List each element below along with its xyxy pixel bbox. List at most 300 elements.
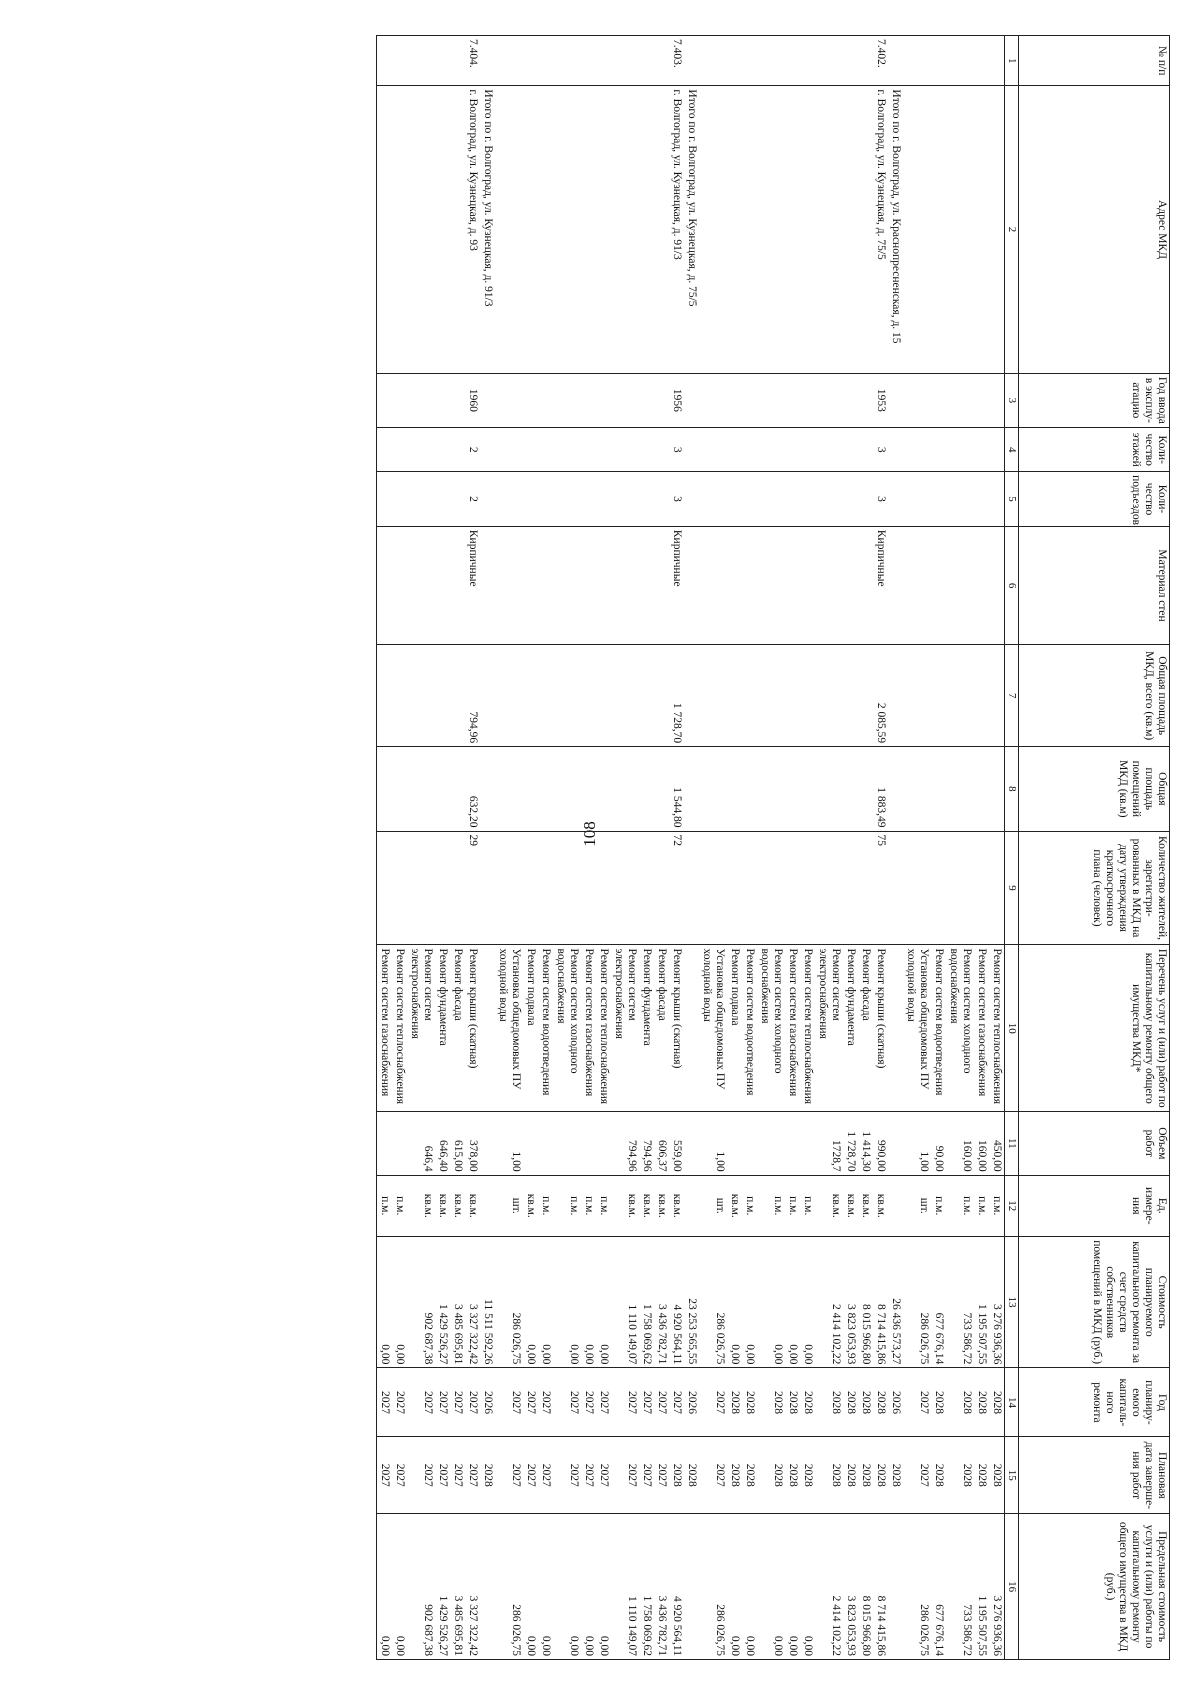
table-cell xyxy=(974,36,989,86)
table-cell: 0,00 xyxy=(757,1236,785,1367)
table-cell xyxy=(727,472,742,527)
table-cell xyxy=(407,86,435,373)
table-row xyxy=(727,36,742,1660)
table-cell: п.м. xyxy=(989,1175,1005,1236)
table-cell: 2027 xyxy=(903,1368,931,1437)
table-cell xyxy=(654,86,669,373)
table-cell xyxy=(553,645,581,747)
table-cell: 72 xyxy=(669,831,684,945)
table-cell xyxy=(596,373,611,428)
table-cell: п.м. xyxy=(377,1175,393,1236)
table-cell xyxy=(974,747,989,831)
table-cell: 0,00 xyxy=(553,1514,581,1660)
table-cell xyxy=(858,831,873,945)
table-cell: 2027 xyxy=(407,1437,435,1514)
table-cell xyxy=(699,831,727,945)
table-cell xyxy=(843,373,858,428)
table-cell xyxy=(495,86,523,373)
table-cell xyxy=(903,831,931,945)
table-cell xyxy=(581,526,596,644)
table-cell: г. Волгоград, ул. Кузнецкая, д. 91/3 xyxy=(669,86,684,373)
table-cell xyxy=(843,86,858,373)
table-cell xyxy=(538,472,553,527)
table-cell xyxy=(931,36,946,86)
header-cell: Объем работ xyxy=(1019,1112,1170,1176)
table-cell xyxy=(858,526,873,644)
table-cell: 3 327 322,42 xyxy=(465,1514,480,1660)
table-cell xyxy=(611,645,639,747)
table-row xyxy=(873,36,888,1660)
column-number-cell: 2 xyxy=(1005,86,1019,373)
table-cell: 3 485 695,81 xyxy=(450,1236,465,1367)
table-cell xyxy=(684,645,699,747)
table-cell xyxy=(523,831,538,945)
table-cell xyxy=(757,747,785,831)
table-cell: 2027 xyxy=(611,1368,639,1437)
table-cell xyxy=(989,373,1005,428)
table-row xyxy=(858,36,873,1660)
table-cell xyxy=(858,472,873,527)
table-cell xyxy=(974,86,989,373)
table-cell: шт. xyxy=(699,1175,727,1236)
table-cell xyxy=(742,526,757,644)
table-cell: 378,00 xyxy=(465,1112,480,1176)
table-cell xyxy=(596,86,611,373)
table-cell xyxy=(435,86,450,373)
table-cell xyxy=(946,831,974,945)
table-cell xyxy=(843,36,858,86)
table-cell: 646,40 xyxy=(435,1112,450,1176)
table-row xyxy=(699,36,727,1660)
table-cell: п.м. xyxy=(538,1175,553,1236)
table-cell: п.м. xyxy=(581,1175,596,1236)
table-cell xyxy=(553,86,581,373)
table-container xyxy=(50,35,1170,1660)
table-cell xyxy=(495,526,523,644)
table-cell xyxy=(888,373,903,428)
table-cell xyxy=(843,472,858,527)
table-cell xyxy=(815,472,843,527)
table-cell: Ремонт фундамента xyxy=(639,945,654,1112)
header-cell: Ед. измере- ния xyxy=(1019,1175,1170,1236)
table-cell: 3 327 322,42 xyxy=(465,1236,480,1367)
table-cell xyxy=(888,645,903,747)
table-cell: 2027 xyxy=(611,1437,639,1514)
table-cell: 902 687,38 xyxy=(407,1514,435,1660)
table-cell: Ремонт фундамента xyxy=(435,945,450,1112)
header-cell: Перечень услуг и (или) работ по капитальному ремонту общего имущества МКД* xyxy=(1019,945,1170,1112)
table-cell: 0,00 xyxy=(377,1236,393,1367)
table-cell: Ремонт систем газоснабжения xyxy=(785,945,800,1112)
table-cell xyxy=(596,526,611,644)
table-cell: 2027 xyxy=(538,1368,553,1437)
table-cell xyxy=(989,428,1005,472)
table-cell: 2027 xyxy=(596,1437,611,1514)
table-cell: 0,00 xyxy=(727,1514,742,1660)
table-cell xyxy=(450,36,465,86)
table-cell xyxy=(581,472,596,527)
table-cell: Ремонт систем газоснабжения xyxy=(974,945,989,1112)
table-cell xyxy=(407,831,435,945)
table-cell: 3 823 053,93 xyxy=(843,1514,858,1660)
table-cell: 3 xyxy=(873,428,888,472)
table-cell: Ремонт систем холодного водоснабжения xyxy=(757,945,785,1112)
table-cell xyxy=(946,526,974,644)
table-cell: 1 429 526,27 xyxy=(435,1514,450,1660)
table-row xyxy=(523,36,538,1660)
table-cell xyxy=(785,373,800,428)
table-row xyxy=(946,36,974,1660)
table-cell: кв.м. xyxy=(858,1175,873,1236)
table-cell: 559,00 xyxy=(669,1112,684,1176)
table-cell xyxy=(523,526,538,644)
table-cell: 286 026,75 xyxy=(903,1236,931,1367)
table-cell: 1953 xyxy=(873,373,888,428)
table-cell: 2027 xyxy=(669,1368,684,1437)
table-cell: 0,00 xyxy=(523,1236,538,1367)
table-cell xyxy=(611,373,639,428)
table-cell: 2028 xyxy=(946,1437,974,1514)
table-cell xyxy=(654,428,669,472)
table-cell xyxy=(392,36,407,86)
table-cell: 2027 xyxy=(639,1368,654,1437)
table-cell xyxy=(903,526,931,644)
table-cell: 90,00 xyxy=(931,1112,946,1176)
table-cell: 2027 xyxy=(523,1437,538,1514)
table-cell xyxy=(654,472,669,527)
table-cell xyxy=(435,747,450,831)
table-cell: Ремонт систем электроснабжения xyxy=(611,945,639,1112)
table-cell: г. Волгоград, ул. Кузнецкая, д. 75/5 xyxy=(873,86,888,373)
table-cell xyxy=(815,526,843,644)
table-cell xyxy=(742,428,757,472)
table-row xyxy=(654,36,669,1660)
table-cell xyxy=(727,373,742,428)
table-cell xyxy=(800,86,815,373)
table-cell xyxy=(785,428,800,472)
table-cell xyxy=(699,747,727,831)
table-cell xyxy=(903,428,931,472)
table-row xyxy=(989,36,1005,1660)
table-cell xyxy=(785,1112,800,1176)
table-cell xyxy=(931,373,946,428)
table-cell xyxy=(727,747,742,831)
column-number-cell: 12 xyxy=(1005,1175,1019,1236)
table-cell xyxy=(596,36,611,86)
table-cell xyxy=(903,373,931,428)
table-cell xyxy=(553,526,581,644)
table-row xyxy=(450,36,465,1660)
table-cell xyxy=(931,645,946,747)
column-number-cell: 16 xyxy=(1005,1514,1019,1660)
table-cell: 677 676,14 xyxy=(931,1236,946,1367)
table-row xyxy=(785,36,800,1660)
table-cell xyxy=(742,36,757,86)
table-row xyxy=(611,36,639,1660)
table-cell: 11 511 592,26 xyxy=(480,1236,495,1367)
table-cell xyxy=(800,526,815,644)
table-cell: 2027 xyxy=(392,1368,407,1437)
table-cell xyxy=(815,831,843,945)
table-cell: 1 728,70 xyxy=(843,1112,858,1176)
table-cell xyxy=(727,645,742,747)
table-cell: кв.м. xyxy=(815,1175,843,1236)
column-number-cell: 10 xyxy=(1005,945,1019,1112)
table-cell xyxy=(757,645,785,747)
table-cell: 2028 xyxy=(989,1437,1005,1514)
table-cell: кв.м. xyxy=(654,1175,669,1236)
table-cell: 606,37 xyxy=(654,1112,669,1176)
table-cell: 160,00 xyxy=(946,1112,974,1176)
table-cell xyxy=(800,645,815,747)
table-cell: Ремонт крыши (скатная) xyxy=(873,945,888,1112)
table-cell: 2028 xyxy=(727,1368,742,1437)
repair-plan-table xyxy=(376,35,1170,1660)
column-number-cell: 8 xyxy=(1005,747,1019,831)
table-cell: 29 xyxy=(465,831,480,945)
table-cell: 0,00 xyxy=(392,1514,407,1660)
header-cell: № п/п xyxy=(1019,36,1170,86)
column-number-cell: 3 xyxy=(1005,373,1019,428)
table-cell xyxy=(888,1514,903,1660)
table-cell: п.м. xyxy=(596,1175,611,1236)
table-cell: 1,00 xyxy=(903,1112,931,1176)
table-cell: 2028 xyxy=(815,1437,843,1514)
table-cell xyxy=(727,831,742,945)
table-cell xyxy=(495,428,523,472)
table-cell xyxy=(407,373,435,428)
table-cell xyxy=(495,645,523,747)
table-cell: 2027 xyxy=(654,1437,669,1514)
table-cell: Ремонт систем водоотведения xyxy=(931,945,946,1112)
table-cell xyxy=(392,373,407,428)
column-number-cell: 7 xyxy=(1005,645,1019,747)
table-cell: 2027 xyxy=(581,1437,596,1514)
table-cell xyxy=(742,373,757,428)
table-cell: Установка общедомовых ПУ холодной воды xyxy=(699,945,727,1112)
table-cell: 160,00 xyxy=(974,1112,989,1176)
table-cell xyxy=(435,831,450,945)
table-cell: Итого по г. Волгоград, ул. Краснопресненская, д. 15 xyxy=(888,86,903,373)
table-cell xyxy=(858,36,873,86)
table-cell xyxy=(757,472,785,527)
table-cell: 2028 xyxy=(974,1437,989,1514)
table-cell: 990,00 xyxy=(873,1112,888,1176)
table-cell: 3 276 936,36 xyxy=(989,1514,1005,1660)
table-cell: 2027 xyxy=(538,1437,553,1514)
table-cell xyxy=(480,645,495,747)
table-cell: 733 586,72 xyxy=(946,1236,974,1367)
table-cell: 2027 xyxy=(495,1368,523,1437)
table-cell: 0,00 xyxy=(596,1514,611,1660)
column-number-row xyxy=(1005,36,1019,1660)
table-cell xyxy=(523,428,538,472)
table-cell xyxy=(989,526,1005,644)
table-cell: 1 758 069,62 xyxy=(639,1514,654,1660)
table-cell xyxy=(553,36,581,86)
table-cell: 2027 xyxy=(495,1437,523,1514)
table-cell: 2027 xyxy=(435,1368,450,1437)
table-cell xyxy=(581,86,596,373)
table-cell: Ремонт подвала xyxy=(727,945,742,1112)
table-cell xyxy=(684,472,699,527)
table-cell xyxy=(639,428,654,472)
table-cell: шт. xyxy=(495,1175,523,1236)
table-cell xyxy=(974,526,989,644)
table-row xyxy=(480,36,495,1660)
table-cell: п.м. xyxy=(931,1175,946,1236)
table-cell xyxy=(639,526,654,644)
table-cell: п.м. xyxy=(946,1175,974,1236)
table-cell xyxy=(699,86,727,373)
table-row xyxy=(435,36,450,1660)
table-cell xyxy=(523,373,538,428)
table-cell xyxy=(800,428,815,472)
table-row xyxy=(495,36,523,1660)
table-cell: 2028 xyxy=(757,1368,785,1437)
table-cell: кв.м. xyxy=(450,1175,465,1236)
table-cell: 2027 xyxy=(450,1437,465,1514)
table-cell xyxy=(435,472,450,527)
table-cell xyxy=(946,645,974,747)
table-cell xyxy=(888,945,903,1112)
table-cell xyxy=(989,36,1005,86)
table-cell xyxy=(553,373,581,428)
table-cell xyxy=(757,831,785,945)
header-cell: Коли- чество этажей xyxy=(1019,428,1170,472)
column-number-cell: 15 xyxy=(1005,1437,1019,1514)
header-cell: Плановая дата заверше- ния работ xyxy=(1019,1437,1170,1514)
table-cell: 2028 xyxy=(873,1368,888,1437)
table-cell xyxy=(974,645,989,747)
header-cell: Предельная стоимость услуги и (или) работы по капитальному ремонту общего имущества в МКД (руб.) xyxy=(1019,1514,1170,1660)
table-cell xyxy=(931,86,946,373)
table-cell: кв.м. xyxy=(465,1175,480,1236)
table-cell xyxy=(858,86,873,373)
table-cell xyxy=(435,428,450,472)
table-cell: 2027 xyxy=(596,1368,611,1437)
table-cell: 2 xyxy=(465,428,480,472)
table-cell: 4 920 564,11 xyxy=(669,1236,684,1367)
table-cell xyxy=(800,747,815,831)
table-cell: 2028 xyxy=(815,1368,843,1437)
table-cell: 1,00 xyxy=(699,1112,727,1176)
table-cell xyxy=(639,472,654,527)
table-header xyxy=(1005,36,1170,1660)
table-cell xyxy=(989,747,1005,831)
table-cell xyxy=(377,645,393,747)
table-cell xyxy=(450,428,465,472)
table-cell: 1728,7 xyxy=(815,1112,843,1176)
table-cell xyxy=(435,373,450,428)
table-cell xyxy=(581,373,596,428)
table-cell: Ремонт крыши (скатная) xyxy=(669,945,684,1112)
table-cell xyxy=(581,831,596,945)
table-cell: 2027 xyxy=(407,1368,435,1437)
table-cell xyxy=(538,428,553,472)
table-cell: 2028 xyxy=(946,1368,974,1437)
table-cell: 615,00 xyxy=(450,1112,465,1176)
table-cell xyxy=(785,831,800,945)
table-cell xyxy=(815,36,843,86)
table-cell xyxy=(435,645,450,747)
table-cell xyxy=(742,86,757,373)
table-cell: 2027 xyxy=(553,1368,581,1437)
table-cell: кв.м. xyxy=(611,1175,639,1236)
table-cell: 0,00 xyxy=(800,1514,815,1660)
table-cell xyxy=(974,428,989,472)
table-cell xyxy=(843,831,858,945)
header-cell: Адрес МКД xyxy=(1019,86,1170,373)
table-cell: 2028 xyxy=(727,1437,742,1514)
table-cell xyxy=(727,36,742,86)
table-cell xyxy=(480,1112,495,1176)
table-cell xyxy=(407,645,435,747)
table-cell: 0,00 xyxy=(553,1236,581,1367)
table-cell xyxy=(392,747,407,831)
table-cell xyxy=(407,747,435,831)
table-cell xyxy=(596,645,611,747)
table-row xyxy=(553,36,581,1660)
table-cell: 0,00 xyxy=(538,1514,553,1660)
table-cell: Установка общедомовых ПУ холодной воды xyxy=(495,945,523,1112)
table-cell: п.м. xyxy=(392,1175,407,1236)
table-cell xyxy=(523,472,538,527)
table-cell xyxy=(450,526,465,644)
table-cell: 1960 xyxy=(465,373,480,428)
table-cell xyxy=(480,945,495,1112)
table-cell: 1 429 526,27 xyxy=(435,1236,450,1367)
table-row xyxy=(974,36,989,1660)
column-number-cell: 6 xyxy=(1005,526,1019,644)
table-cell xyxy=(684,373,699,428)
column-number-cell: 13 xyxy=(1005,1236,1019,1367)
table-cell xyxy=(538,373,553,428)
table-cell xyxy=(377,472,393,527)
table-cell: 1 414,30 xyxy=(858,1112,873,1176)
table-cell: 3 xyxy=(669,428,684,472)
table-row xyxy=(669,36,684,1660)
table-cell: Ремонт систем электроснабжения xyxy=(407,945,435,1112)
table-cell xyxy=(974,472,989,527)
header-cell: Общая площадь МКД, всего (кв.м) xyxy=(1019,645,1170,747)
table-cell: 2028 xyxy=(858,1368,873,1437)
table-cell: 2028 xyxy=(757,1437,785,1514)
table-cell: 2027 xyxy=(639,1437,654,1514)
table-cell: 2028 xyxy=(785,1368,800,1437)
table-cell xyxy=(888,1175,903,1236)
table-cell xyxy=(639,86,654,373)
table-cell: Ремонт систем газоснабжения xyxy=(377,945,393,1112)
header-cell: Стоимость планируемого капитального ремонта за счет средств собственников помещений в МКД (руб.) xyxy=(1019,1236,1170,1367)
table-cell: 8 015 966,80 xyxy=(858,1514,873,1660)
table-cell xyxy=(523,645,538,747)
table-row xyxy=(888,36,903,1660)
table-cell: 23 253 565,55 xyxy=(684,1236,699,1367)
table-cell xyxy=(888,472,903,527)
table-cell xyxy=(450,747,465,831)
table-cell xyxy=(800,1112,815,1176)
table-cell: 1 195 507,55 xyxy=(974,1514,989,1660)
table-cell xyxy=(480,1175,495,1236)
table-cell: 2027 xyxy=(435,1437,450,1514)
table-cell xyxy=(581,36,596,86)
table-cell xyxy=(377,36,393,86)
table-cell xyxy=(523,36,538,86)
table-cell: 0,00 xyxy=(523,1514,538,1660)
table-cell: 3 xyxy=(873,472,888,527)
table-cell: 632,20 xyxy=(465,747,480,831)
